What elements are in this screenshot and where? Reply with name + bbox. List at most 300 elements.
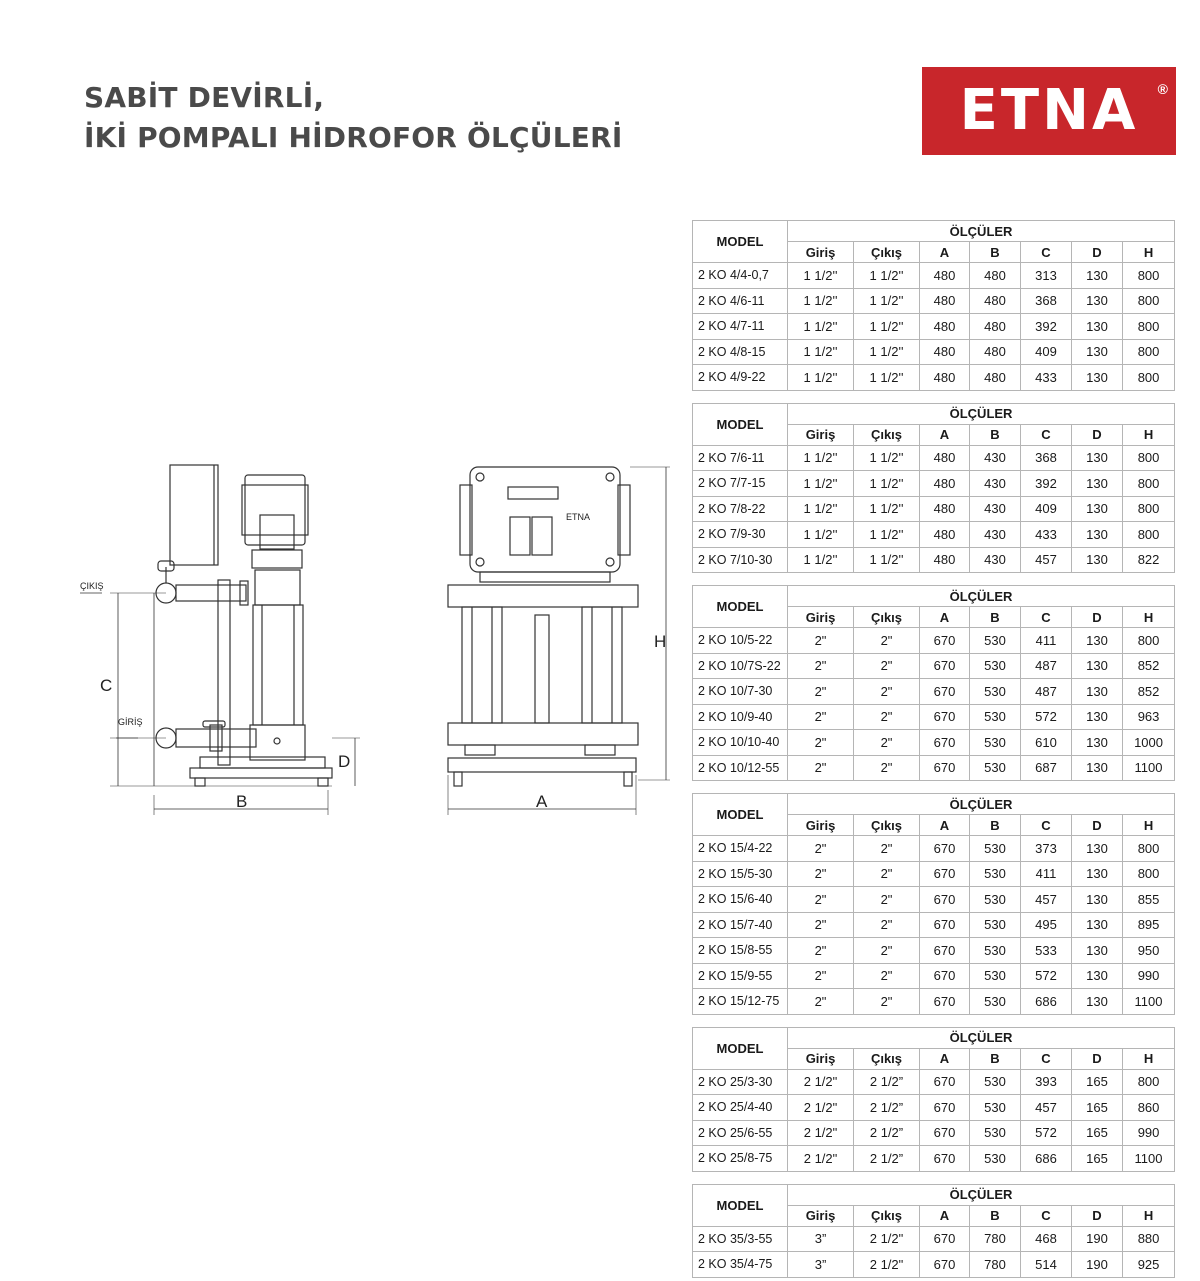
value-cell: 1 1/2'' [854, 496, 920, 522]
value-cell: 2 1/2” [854, 1069, 920, 1095]
column-header: C [1021, 424, 1072, 445]
column-header: H [1123, 1205, 1175, 1226]
table-row [693, 704, 1175, 730]
value-cell: 800 [1123, 836, 1175, 862]
value-cell: 130 [1072, 836, 1123, 862]
value-cell: 895 [1123, 912, 1175, 938]
value-cell: 2" [854, 861, 920, 887]
value-cell: 430 [970, 547, 1021, 573]
table-row [693, 1120, 1175, 1146]
value-cell: 2 1/2" [788, 1146, 854, 1172]
value-cell: 457 [1021, 1095, 1072, 1121]
model-cell: 2 KO 15/9-55 [693, 963, 788, 989]
value-cell: 880 [1123, 1226, 1175, 1252]
value-cell: 392 [1021, 314, 1072, 340]
column-header: H [1123, 424, 1175, 445]
model-cell: 2 KO 15/4-22 [693, 836, 788, 862]
value-cell: 800 [1123, 1069, 1175, 1095]
table-row [693, 887, 1175, 913]
value-cell: 2 1/2" [854, 1252, 920, 1278]
value-cell: 2" [788, 963, 854, 989]
value-cell: 3” [788, 1252, 854, 1278]
value-cell: 860 [1123, 1095, 1175, 1121]
table-row [693, 1146, 1175, 1172]
column-header: B [970, 607, 1021, 628]
value-cell: 480 [920, 547, 970, 573]
value-cell: 800 [1123, 339, 1175, 365]
value-cell: 165 [1072, 1146, 1123, 1172]
dim-d-label: D [338, 752, 351, 771]
value-cell: 1000 [1123, 730, 1175, 756]
value-cell: 480 [920, 522, 970, 548]
model-cell: 2 KO 4/4-0,7 [693, 263, 788, 289]
etna-logo [922, 67, 1176, 155]
dimension-table [692, 585, 1175, 781]
model-header: MODEL [693, 1027, 788, 1069]
model-cell: 2 KO 35/3-55 [693, 1226, 788, 1252]
inlet-label: GİRİŞ [118, 717, 143, 727]
value-cell: 2" [854, 755, 920, 781]
table-row [693, 912, 1175, 938]
value-cell: 2" [788, 755, 854, 781]
column-header: C [1021, 242, 1072, 263]
table-row [693, 1095, 1175, 1121]
model-cell: 2 KO 10/5-22 [693, 628, 788, 654]
value-cell: 130 [1072, 288, 1123, 314]
model-header: MODEL [693, 221, 788, 263]
value-cell: 2" [854, 679, 920, 705]
model-header: MODEL [693, 794, 788, 836]
value-cell: 2" [788, 836, 854, 862]
value-cell: 392 [1021, 471, 1072, 497]
column-header: D [1072, 424, 1123, 445]
column-header: Çıkış [854, 1205, 920, 1226]
table-row [693, 365, 1175, 391]
value-cell: 373 [1021, 836, 1072, 862]
value-cell: 1 1/2'' [854, 522, 920, 548]
value-cell: 670 [920, 1069, 970, 1095]
value-cell: 130 [1072, 704, 1123, 730]
value-cell: 2" [788, 628, 854, 654]
column-header: Giriş [788, 607, 854, 628]
value-cell: 130 [1072, 263, 1123, 289]
value-cell: 480 [920, 365, 970, 391]
column-header: C [1021, 607, 1072, 628]
column-header: Giriş [788, 815, 854, 836]
table-row [693, 471, 1175, 497]
value-cell: 480 [970, 263, 1021, 289]
value-cell: 130 [1072, 887, 1123, 913]
value-cell: 670 [920, 704, 970, 730]
column-header: H [1123, 242, 1175, 263]
table-row [693, 836, 1175, 862]
dimension-table [692, 403, 1175, 574]
column-header: Çıkış [854, 607, 920, 628]
value-cell: 530 [970, 1120, 1021, 1146]
value-cell: 530 [970, 730, 1021, 756]
dimension-table [692, 1027, 1175, 1172]
dimensions-group-header: ÖLÇÜLER [788, 794, 1175, 815]
value-cell: 780 [970, 1252, 1021, 1278]
model-cell: 2 KO 10/9-40 [693, 704, 788, 730]
value-cell: 190 [1072, 1252, 1123, 1278]
column-header: B [970, 242, 1021, 263]
column-header: A [920, 242, 970, 263]
dimensions-group-header: ÖLÇÜLER [788, 1027, 1175, 1048]
value-cell: 130 [1072, 339, 1123, 365]
value-cell: 2" [788, 653, 854, 679]
value-cell: 2" [854, 989, 920, 1015]
model-cell: 2 KO 25/3-30 [693, 1069, 788, 1095]
value-cell: 1 1/2'' [788, 339, 854, 365]
value-cell: 670 [920, 679, 970, 705]
title-line-1: SABİT DEVİRLİ, [84, 81, 325, 114]
dimension-table [692, 793, 1175, 1015]
value-cell: 130 [1072, 445, 1123, 471]
column-header: H [1123, 815, 1175, 836]
value-cell: 2" [854, 912, 920, 938]
panel-brand-label: ETNA [566, 512, 591, 522]
value-cell: 411 [1021, 628, 1072, 654]
value-cell: 2 1/2” [854, 1120, 920, 1146]
value-cell: 530 [970, 653, 1021, 679]
value-cell: 313 [1021, 263, 1072, 289]
value-cell: 670 [920, 861, 970, 887]
value-cell: 670 [920, 912, 970, 938]
value-cell: 130 [1072, 471, 1123, 497]
value-cell: 670 [920, 730, 970, 756]
value-cell: 1 1/2'' [854, 365, 920, 391]
value-cell: 2" [788, 989, 854, 1015]
value-cell: 2" [788, 938, 854, 964]
value-cell: 480 [920, 496, 970, 522]
value-cell: 1100 [1123, 755, 1175, 781]
value-cell: 480 [920, 288, 970, 314]
table-row [693, 445, 1175, 471]
value-cell: 1100 [1123, 1146, 1175, 1172]
value-cell: 687 [1021, 755, 1072, 781]
value-cell: 487 [1021, 679, 1072, 705]
value-cell: 2" [854, 887, 920, 913]
value-cell: 530 [970, 1095, 1021, 1121]
value-cell: 480 [970, 365, 1021, 391]
value-cell: 457 [1021, 547, 1072, 573]
value-cell: 2" [788, 861, 854, 887]
model-cell: 2 KO 7/10-30 [693, 547, 788, 573]
value-cell: 409 [1021, 496, 1072, 522]
model-cell: 2 KO 10/7S-22 [693, 653, 788, 679]
value-cell: 411 [1021, 861, 1072, 887]
table-row [693, 861, 1175, 887]
column-header: Çıkış [854, 424, 920, 445]
model-cell: 2 KO 25/4-40 [693, 1095, 788, 1121]
model-cell: 2 KO 25/6-55 [693, 1120, 788, 1146]
column-header: D [1072, 607, 1123, 628]
value-cell: 430 [970, 496, 1021, 522]
model-header: MODEL [693, 586, 788, 628]
logo-text: ETNA [959, 78, 1139, 143]
value-cell: 1 1/2'' [854, 547, 920, 573]
model-cell: 2 KO 10/12-55 [693, 755, 788, 781]
model-cell: 2 KO 15/6-40 [693, 887, 788, 913]
value-cell: 530 [970, 861, 1021, 887]
title-line-2: İKİ POMPALI HİDROFOR ÖLÇÜLERİ [84, 121, 623, 154]
value-cell: 800 [1123, 522, 1175, 548]
value-cell: 530 [970, 1069, 1021, 1095]
table-row [693, 963, 1175, 989]
table-row [693, 339, 1175, 365]
dimension-tables [692, 220, 1176, 1278]
table-row [693, 1069, 1175, 1095]
value-cell: 2 1/2" [788, 1120, 854, 1146]
value-cell: 670 [920, 653, 970, 679]
dimensions-group-header: ÖLÇÜLER [788, 221, 1175, 242]
value-cell: 670 [920, 887, 970, 913]
value-cell: 1 1/2'' [788, 314, 854, 340]
value-cell: 925 [1123, 1252, 1175, 1278]
column-header: H [1123, 607, 1175, 628]
table-row [693, 263, 1175, 289]
page-title [84, 78, 622, 158]
model-header: MODEL [693, 403, 788, 445]
value-cell: 670 [920, 1120, 970, 1146]
value-cell: 480 [920, 471, 970, 497]
column-header: B [970, 424, 1021, 445]
value-cell: 480 [970, 314, 1021, 340]
table-row [693, 653, 1175, 679]
value-cell: 165 [1072, 1120, 1123, 1146]
column-header: Çıkış [854, 242, 920, 263]
model-header: MODEL [693, 1184, 788, 1226]
model-cell: 2 KO 7/6-11 [693, 445, 788, 471]
value-cell: 686 [1021, 989, 1072, 1015]
column-header: D [1072, 242, 1123, 263]
value-cell: 530 [970, 1146, 1021, 1172]
value-cell: 1 1/2'' [854, 314, 920, 340]
value-cell: 530 [970, 912, 1021, 938]
value-cell: 368 [1021, 288, 1072, 314]
value-cell: 480 [920, 339, 970, 365]
value-cell: 3” [788, 1226, 854, 1252]
value-cell: 2" [854, 938, 920, 964]
value-cell: 1 1/2'' [788, 288, 854, 314]
value-cell: 800 [1123, 861, 1175, 887]
value-cell: 2 1/2" [788, 1095, 854, 1121]
value-cell: 2" [854, 653, 920, 679]
column-header: Çıkış [854, 815, 920, 836]
value-cell: 2 1/2” [854, 1095, 920, 1121]
table-row [693, 755, 1175, 781]
column-header: D [1072, 1205, 1123, 1226]
column-header: Giriş [788, 1048, 854, 1069]
value-cell: 533 [1021, 938, 1072, 964]
value-cell: 468 [1021, 1226, 1072, 1252]
value-cell: 393 [1021, 1069, 1072, 1095]
table-row [693, 730, 1175, 756]
value-cell: 800 [1123, 263, 1175, 289]
value-cell: 852 [1123, 653, 1175, 679]
value-cell: 487 [1021, 653, 1072, 679]
model-cell: 2 KO 4/6-11 [693, 288, 788, 314]
table-row [693, 547, 1175, 573]
value-cell: 1 1/2'' [788, 263, 854, 289]
value-cell: 130 [1072, 628, 1123, 654]
value-cell: 2" [788, 887, 854, 913]
value-cell: 2" [854, 836, 920, 862]
column-header: B [970, 815, 1021, 836]
value-cell: 572 [1021, 704, 1072, 730]
value-cell: 800 [1123, 445, 1175, 471]
dimension-table [692, 1184, 1175, 1278]
value-cell: 1 1/2'' [854, 263, 920, 289]
value-cell: 530 [970, 887, 1021, 913]
column-header: C [1021, 1205, 1072, 1226]
value-cell: 165 [1072, 1069, 1123, 1095]
value-cell: 963 [1123, 704, 1175, 730]
column-header: C [1021, 815, 1072, 836]
value-cell: 990 [1123, 963, 1175, 989]
model-cell: 2 KO 15/7-40 [693, 912, 788, 938]
column-header: A [920, 424, 970, 445]
model-cell: 2 KO 7/7-15 [693, 471, 788, 497]
value-cell: 800 [1123, 471, 1175, 497]
dim-c-label: C [100, 676, 113, 695]
model-cell: 2 KO 7/9-30 [693, 522, 788, 548]
dimensions-group-header: ÖLÇÜLER [788, 1184, 1175, 1205]
value-cell: 480 [920, 445, 970, 471]
column-header: Giriş [788, 242, 854, 263]
value-cell: 495 [1021, 912, 1072, 938]
model-cell: 2 KO 10/10-40 [693, 730, 788, 756]
value-cell: 1 1/2'' [788, 445, 854, 471]
value-cell: 130 [1072, 938, 1123, 964]
value-cell: 433 [1021, 522, 1072, 548]
table-row [693, 288, 1175, 314]
value-cell: 130 [1072, 653, 1123, 679]
value-cell: 2" [854, 730, 920, 756]
outlet-label: ÇIKIŞ [80, 581, 104, 591]
value-cell: 670 [920, 938, 970, 964]
value-cell: 1 1/2'' [854, 445, 920, 471]
value-cell: 990 [1123, 1120, 1175, 1146]
dimension-table [692, 220, 1175, 391]
model-cell: 2 KO 4/7-11 [693, 314, 788, 340]
value-cell: 1 1/2'' [788, 496, 854, 522]
dimensions-group-header: ÖLÇÜLER [788, 403, 1175, 424]
table-row [693, 1226, 1175, 1252]
dimensions-group-header: ÖLÇÜLER [788, 586, 1175, 607]
model-cell: 2 KO 10/7-30 [693, 679, 788, 705]
value-cell: 2 1/2” [854, 1146, 920, 1172]
dim-b-label: B [236, 792, 248, 811]
value-cell: 130 [1072, 963, 1123, 989]
value-cell: 165 [1072, 1095, 1123, 1121]
model-cell: 2 KO 7/8-22 [693, 496, 788, 522]
value-cell: 530 [970, 989, 1021, 1015]
value-cell: 1 1/2'' [788, 547, 854, 573]
value-cell: 530 [970, 628, 1021, 654]
value-cell: 530 [970, 704, 1021, 730]
value-cell: 800 [1123, 314, 1175, 340]
value-cell: 1 1/2'' [788, 365, 854, 391]
model-cell: 2 KO 15/12-75 [693, 989, 788, 1015]
value-cell: 2" [788, 912, 854, 938]
value-cell: 530 [970, 836, 1021, 862]
column-header: D [1072, 1048, 1123, 1069]
column-header: C [1021, 1048, 1072, 1069]
value-cell: 190 [1072, 1226, 1123, 1252]
column-header: A [920, 815, 970, 836]
value-cell: 852 [1123, 679, 1175, 705]
table-row [693, 1252, 1175, 1278]
value-cell: 800 [1123, 365, 1175, 391]
value-cell: 670 [920, 1226, 970, 1252]
dim-a-label: A [536, 792, 548, 811]
value-cell: 130 [1072, 314, 1123, 340]
value-cell: 610 [1021, 730, 1072, 756]
value-cell: 670 [920, 963, 970, 989]
table-row [693, 522, 1175, 548]
table-row [693, 628, 1175, 654]
value-cell: 670 [920, 1146, 970, 1172]
registered-mark: ® [1157, 81, 1168, 97]
value-cell: 1 1/2'' [788, 522, 854, 548]
value-cell: 572 [1021, 1120, 1072, 1146]
value-cell: 572 [1021, 963, 1072, 989]
value-cell: 822 [1123, 547, 1175, 573]
column-header: A [920, 607, 970, 628]
column-header: Çıkış [854, 1048, 920, 1069]
value-cell: 670 [920, 836, 970, 862]
value-cell: 950 [1123, 938, 1175, 964]
value-cell: 2 1/2" [854, 1226, 920, 1252]
value-cell: 2" [788, 679, 854, 705]
value-cell: 430 [970, 471, 1021, 497]
column-header: A [920, 1205, 970, 1226]
value-cell: 480 [970, 288, 1021, 314]
value-cell: 130 [1072, 547, 1123, 573]
value-cell: 2" [788, 730, 854, 756]
value-cell: 670 [920, 1095, 970, 1121]
column-header: Giriş [788, 1205, 854, 1226]
model-cell: 2 KO 15/8-55 [693, 938, 788, 964]
technical-drawing [70, 455, 690, 835]
value-cell: 514 [1021, 1252, 1072, 1278]
dim-h-label: H [654, 632, 667, 651]
value-cell: 2 1/2" [788, 1069, 854, 1095]
value-cell: 457 [1021, 887, 1072, 913]
value-cell: 368 [1021, 445, 1072, 471]
value-cell: 670 [920, 1252, 970, 1278]
value-cell: 670 [920, 755, 970, 781]
value-cell: 130 [1072, 755, 1123, 781]
value-cell: 686 [1021, 1146, 1072, 1172]
value-cell: 800 [1123, 628, 1175, 654]
value-cell: 430 [970, 522, 1021, 548]
model-cell: 2 KO 4/9-22 [693, 365, 788, 391]
value-cell: 480 [970, 339, 1021, 365]
table-row [693, 938, 1175, 964]
column-header: D [1072, 815, 1123, 836]
value-cell: 530 [970, 679, 1021, 705]
value-cell: 130 [1072, 679, 1123, 705]
value-cell: 1 1/2'' [854, 471, 920, 497]
column-header: A [920, 1048, 970, 1069]
value-cell: 530 [970, 963, 1021, 989]
value-cell: 800 [1123, 496, 1175, 522]
value-cell: 130 [1072, 365, 1123, 391]
value-cell: 433 [1021, 365, 1072, 391]
